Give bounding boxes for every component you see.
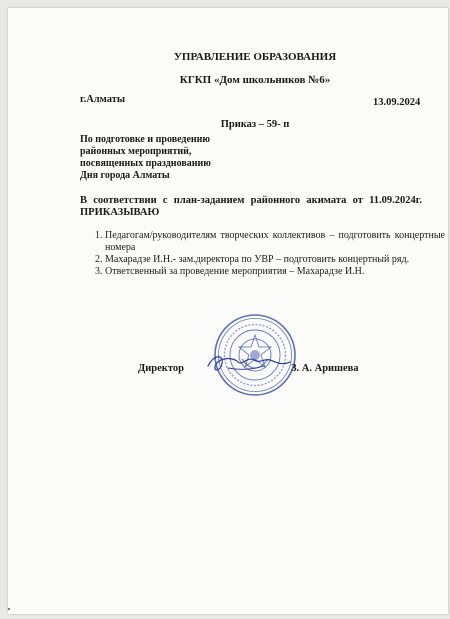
- order-items: [83, 230, 445, 278]
- signature-role: Директор: [138, 363, 184, 374]
- order-grounds: В соответствии с план-заданием районного акимата от 11.09.2024г. ПРИКАЗЫВАЮ: [80, 195, 422, 218]
- scan-speck: [8, 608, 10, 610]
- subject-line: районных мероприятий,: [80, 146, 192, 157]
- subject-line: Дня города Алматы: [80, 170, 170, 181]
- institution-heading: КГКП «Дом школьников №6»: [179, 74, 331, 86]
- subject-line: По подготовке и проведению: [80, 134, 211, 145]
- city-label: г.Алматы: [80, 94, 126, 105]
- organization-heading: УПРАВЛЕНИЕ ОБРАЗОВАНИЯ: [173, 51, 337, 63]
- order-item: 2. Махарадзе И.Н.- зам.директора по УВР – подготовить концертный ряд.: [105, 254, 445, 266]
- order-subject: [80, 134, 211, 182]
- document-page: [8, 8, 448, 614]
- order-item: 3. Ответсвенный за проведение мероприятия – Махарадзе И.Н.: [105, 266, 445, 278]
- subject-line: посвященных празднованию: [80, 158, 211, 169]
- signature-name: З. А. Аришева: [291, 363, 359, 374]
- order-date: 13.09.2024: [373, 97, 421, 108]
- order-item: 1. Педагогам/руководителям творческих коллективов – подготовить концертные номера: [105, 230, 445, 254]
- order-title: Приказ – 59- п: [220, 119, 290, 130]
- director-signature: [204, 348, 294, 378]
